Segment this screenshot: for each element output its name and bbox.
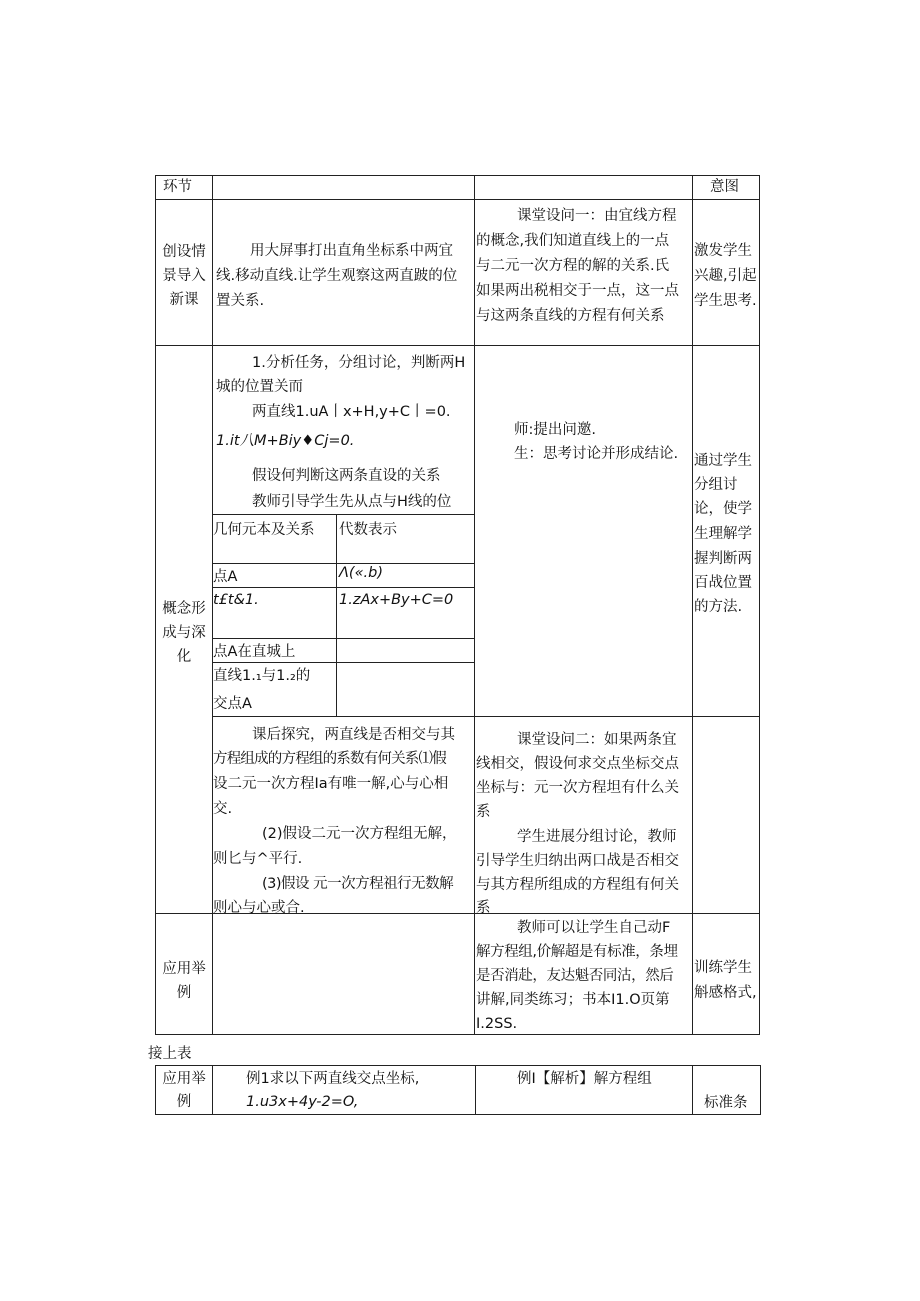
row3-design-line: 学生进展分组讨论，教师 <box>517 829 677 845</box>
row2-teacher-line: 教师引导学生先从点与H线的位 <box>252 494 452 510</box>
table-border <box>760 1065 761 1115</box>
row4-design-line: 是否消赴，友达魁否同沽，然后 <box>476 968 674 984</box>
row4-design-line: 讲解,同类练习；书本I1.O页第 <box>476 992 670 1008</box>
inner-cell: 直线1.₁与1.₂的 <box>213 668 311 684</box>
row3-design-line: 系 <box>476 804 491 820</box>
inner-cell: 1.zAx+By+C=0 <box>339 592 454 608</box>
row3-teacher-line: 则心与心或合. <box>213 900 305 916</box>
cont-teacher-line: 例1求以下两直线交点坐标, <box>246 1071 420 1087</box>
row4-design-line: 解方程组,价解超是有标准，条埋 <box>476 944 678 960</box>
cont-intent-line: 标准条 <box>704 1095 748 1111</box>
inner-cell: 点A在直城上 <box>213 644 296 660</box>
row3-design-line: 系 <box>476 900 491 916</box>
row1-intent-line: 激发学生 <box>694 243 752 259</box>
row2-intent-line: 百战位置 <box>694 575 752 591</box>
cont-teacher-line: 1.u3x+4y-2=O, <box>246 1094 359 1110</box>
header-intent: 意图 <box>710 179 739 195</box>
row1-intent-line: 学生思考. <box>694 293 757 309</box>
row4-design-line: 教师可以让学生自己动F <box>517 920 671 936</box>
row2-intent-line: 分组讨 <box>694 477 738 493</box>
row3-design-line: 与其方程所组成的方程组有何关 <box>476 877 679 893</box>
row3-design-line: 引导学生归纳出两口战是否相交 <box>476 853 679 869</box>
inner-table-border <box>336 514 337 716</box>
row2-design-line: 师:提出问邀. <box>514 422 596 438</box>
stage-text: 应用举例 <box>162 1071 206 1110</box>
table-border <box>759 175 760 1035</box>
row3-design-line: 课堂设问二：如果两条宜 <box>517 732 677 748</box>
table-border <box>692 1065 693 1115</box>
row2-teacher-line: 两直线1.uA丨x+H,y+C丨=0. <box>252 404 451 420</box>
inner-cell: 交点A <box>213 696 252 712</box>
row4-intent-line: 训练学生 <box>694 960 752 976</box>
row1-teacher-line: 线.移动直线.让学生观察这两直跛的位 <box>216 268 458 284</box>
table-border <box>475 1065 476 1115</box>
row2-teacher-line: 1.it八M+Biy♦Cj=0. <box>216 433 355 449</box>
table-border <box>212 716 760 717</box>
table-border <box>155 199 760 200</box>
row1-design-line: 如果两出税相交于一点，这一点 <box>476 283 679 299</box>
row2-intent-line: 通过学生 <box>694 453 752 469</box>
inner-cell: 点A <box>213 569 238 585</box>
table-border <box>474 175 475 1035</box>
row3-teacher-line: 方程组成的方程组的系数有何关系⑴假 <box>213 751 446 767</box>
row3-teacher-line: 交. <box>213 801 233 817</box>
table-border <box>155 1034 760 1035</box>
continuation-label: 接上表 <box>148 1046 192 1062</box>
row2-intent-line: 握判断两 <box>694 551 752 567</box>
row2-intent-line: 生理解学 <box>694 526 752 542</box>
row1-design-line: 课堂设问一：由宜线方程 <box>517 208 677 224</box>
inner-cell: Λ(«.b) <box>339 565 383 581</box>
row3-teacher-line: 则匕与^平行. <box>213 851 303 867</box>
table-border <box>155 175 760 176</box>
row2-teacher-line: 1.分析任务，分组讨论，判断两H <box>252 355 466 371</box>
inner-table-border <box>212 638 474 639</box>
stage-text: 创设情景导入新课 <box>162 244 206 308</box>
stage-label-2 <box>156 597 212 669</box>
row3-design-line: 线相交，假设何求交点坐标交点 <box>476 756 679 772</box>
inner-header-algebra: 代数表示 <box>339 522 397 538</box>
table-border <box>155 345 760 346</box>
row1-teacher-line: 用大屏事打出直角坐标系中两宜 <box>250 243 453 259</box>
table-border <box>155 1114 761 1115</box>
row3-teacher-line: (3)假设 元一次方程祖行无数解 <box>262 876 454 892</box>
stage-label-1 <box>156 240 212 312</box>
stage-text: 应用举例 <box>162 961 206 1001</box>
row1-design-line: 的概念,我们知道直线上的一点 <box>476 233 670 249</box>
row1-intent-line: 兴趣,引起 <box>694 268 757 284</box>
row1-design-line: 与这两条直线的方程有何关系 <box>476 308 665 324</box>
row2-intent-line: 的方法. <box>694 599 743 615</box>
row2-teacher-line: 城的位置关而 <box>216 379 303 395</box>
row4-intent-line: 斛感格式, <box>694 985 757 1001</box>
inner-table-border <box>212 587 474 588</box>
table-border <box>692 175 693 1035</box>
row3-teacher-line: 课后探究，两直线是否相交与其 <box>252 727 455 743</box>
inner-header-geometry: 几何元本及关系 <box>213 522 315 538</box>
stage-label-4 <box>156 957 212 1005</box>
row1-design-line: 与二元一次方程的解的关系.氏 <box>476 258 670 274</box>
row2-design-line: 生：思考讨论并形成结论. <box>514 446 679 462</box>
row3-teacher-line: (2)假设二元一次方程组无解， <box>262 826 457 842</box>
row2-intent-line: 论，使学 <box>694 501 752 517</box>
stage-text: 概念形成与深化 <box>162 601 206 665</box>
inner-cell: t£t&1. <box>213 592 259 608</box>
inner-table-border <box>212 514 474 515</box>
row3-design-line: 坐标与：元一次方程坦有什么关 <box>476 780 679 796</box>
stage-label-cont <box>156 1068 212 1114</box>
row4-design-line: I.2SS. <box>476 1016 518 1032</box>
table-border <box>212 1065 213 1115</box>
row1-teacher-line: 置关系. <box>216 293 265 309</box>
row3-teacher-line: 设二元一次方程Ia有唯一解,心与心相 <box>213 776 449 792</box>
table-border <box>155 1065 761 1066</box>
cont-design-line: 例I【解析】解方程组 <box>517 1071 652 1087</box>
row2-teacher-line: 假设何判断这两条直设的关系 <box>252 468 441 484</box>
header-stage: 环节 <box>163 179 192 195</box>
